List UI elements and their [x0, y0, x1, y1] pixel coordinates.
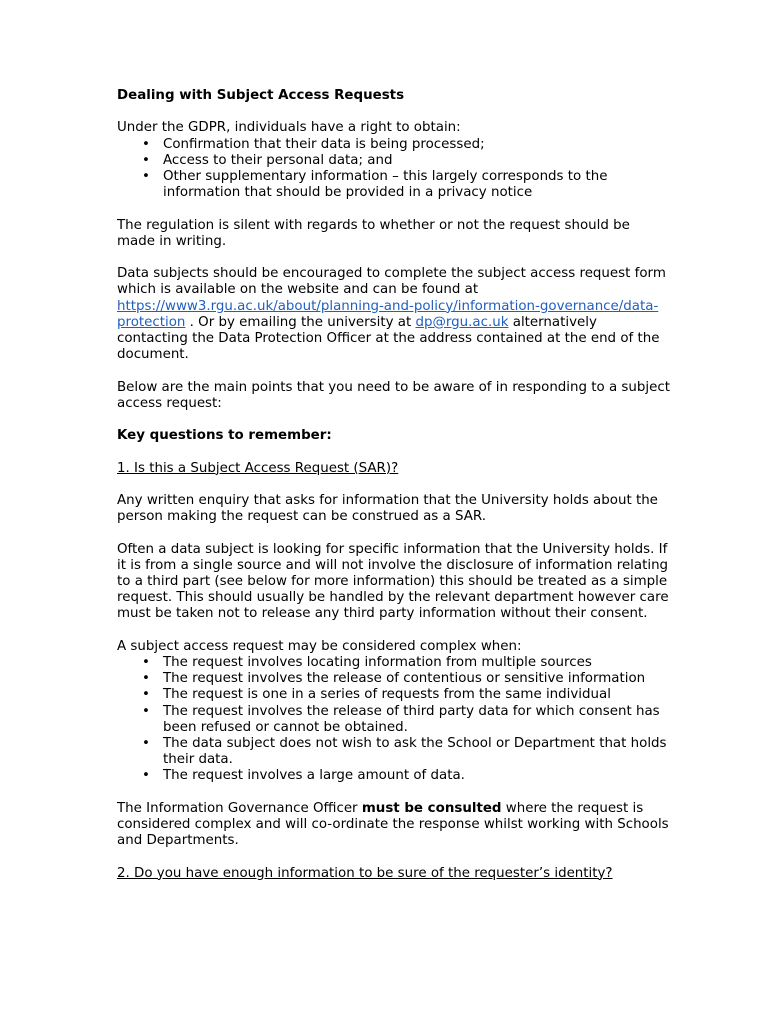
email-link[interactable]: dp@rgu.ac.uk [415, 314, 509, 330]
bullet-icon: • [142, 768, 150, 784]
bullet-icon: • [142, 136, 150, 152]
list-item: • Confirmation that their data is being processed; [142, 136, 485, 152]
igo-paragraph: The Information Governance Officer must be consulted where the request is considered complex and will co-ordinate the response whilst working with Schools and Departments. [117, 800, 669, 849]
list-item: • Other supplementary information – this largely corresponds to the information that should be provided in a privacy notice [142, 169, 608, 201]
form-paragraph: Data subjects should be encouraged to complete the subject access request form which is available on the website and can be found at https://www3.rgu.ac.uk/about/planning-and-policy/information-governance/data-protection . Or by emailing the university at dp@rgu.ac.uk alternatively contacting the Data Protection Officer at the address contained at the end of the document. [117, 266, 666, 363]
list-item: • The request involves the release of third party data for which consent has been refused or cannot be obtained. [142, 703, 660, 735]
bullet-icon: • [142, 735, 150, 751]
complex-intro: A subject access request may be considered complex when: [117, 638, 522, 654]
list-item: • The request involves the release of contentious or sensitive information [142, 671, 646, 687]
bullet-icon: • [142, 671, 150, 687]
question-1-heading: 1. Is this a Subject Access Request (SAR)? [117, 460, 399, 476]
bullet-icon: • [142, 687, 150, 703]
data-protection-link[interactable]: https://www3.rgu.ac.uk/about/planning-and-policy/information-governance/data-protection [117, 298, 659, 330]
question-2-heading: 2. Do you have enough information to be sure of the requester’s identity? [117, 865, 613, 881]
bullet-icon: • [142, 169, 150, 184]
list-item: • Access to their personal data; and [142, 152, 393, 168]
q1-paragraph-2: Often a data subject is looking for specific information that the University holds. If it is from a single source and will not involve the disclosure of information relating to a third part (see below for more information) this should be treated as a simple request. This should usually be handled by the relevant department however care must be taken not to release any third party information without their consent. [117, 541, 669, 622]
list-item: • The request is one in a series of requests from the same individual [142, 687, 611, 703]
list-item: • The request involves a large amount of data. [142, 768, 465, 784]
writing-paragraph: The regulation is silent with regards to whether or not the request should be made in writing. [117, 217, 630, 249]
key-questions-heading: Key questions to remember: [117, 428, 332, 444]
intro-text: Under the GDPR, individuals have a right to obtain: [117, 120, 461, 136]
bullet-icon: • [142, 703, 150, 719]
list-item: • The data subject does not wish to ask the School or Department that holds their data. [142, 735, 667, 768]
q1-paragraph-1: Any written enquiry that asks for information that the University holds about the person making the request can be construed as a SAR. [117, 492, 658, 525]
intro-list [117, 137, 670, 202]
bullet-icon: • [142, 654, 150, 670]
points-paragraph: Below are the main points that you need to be aware of in responding to a subject access request: [117, 379, 670, 411]
list-item: • The request involves locating information from multiple sources [142, 654, 592, 670]
document-title: Dealing with Subject Access Requests [117, 88, 405, 103]
complex-list [117, 655, 670, 785]
bullet-icon: • [142, 152, 150, 168]
